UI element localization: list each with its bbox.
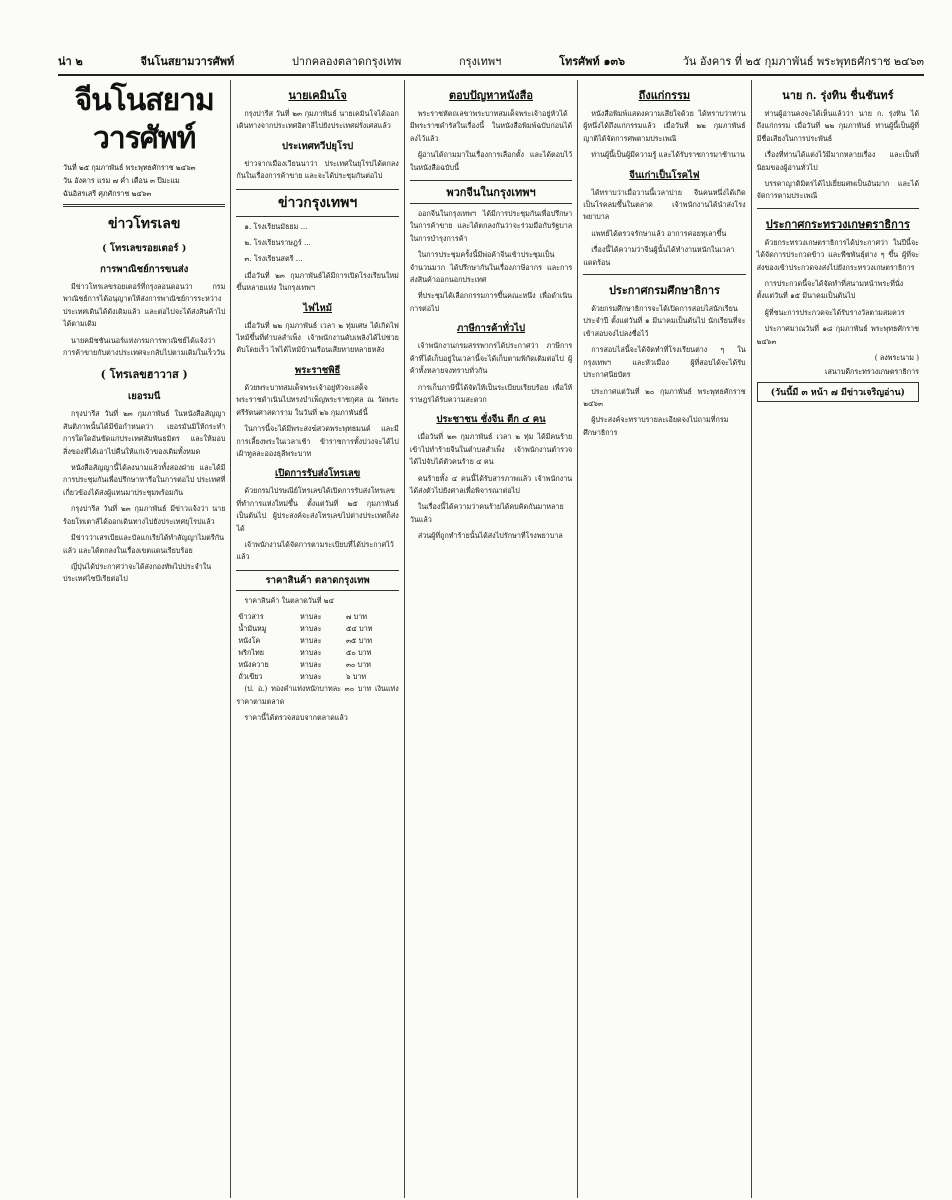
table-row — [236, 611, 398, 623]
article-heading-prices: ราคาสินค้า ตลาดกรุงเทพ — [236, 570, 398, 591]
price-item: พริกไทย — [238, 648, 264, 658]
price-item: หนังโค — [238, 636, 261, 646]
column-5 — [751, 80, 924, 1198]
article-heading: พวกจีนในกรุงเทพฯ — [410, 180, 572, 204]
article-paragraph: การประกวดนี้จะได้จัดทำที่สนามหน้าพระที่นั่ง ตั้งแต่วันที่ ๑๕ มีนาคมเป็นต้นไป — [756, 279, 904, 301]
article-paragraph: กรุงปารีส วันที่ ๒๓ กุมภาพันธ์ นายเคมินโจได้ออกเดินทางจากประเทศอิตาลีไปยังประเทศฝรั่งเศสแล้ว — [236, 109, 399, 131]
price-value: ๓๕ บาท — [345, 636, 372, 646]
article-paragraph: ด้วยพระบาทสมเด็จพระเจ้าอยู่หัวจะเสด็จพระราชดำเนินไปทรงบำเพ็ญพระราชกุศล ณ วัดพระศรีรัตนศาสดาราม ในวันที่ ๒๖ กุมภาพันธ์นี้ — [236, 382, 399, 417]
article-paragraph: เจ้าพนักงานกรมสรรพากรได้ประกาศว่า ภาษีการค้าที่ได้เก็บอยู่ในเวลานี้จะได้เก็บตามพิกัดเดิมต่อไป ผู้ค้าทั้งหลายจงทราบทั่วกัน — [409, 341, 573, 376]
divider — [583, 274, 745, 275]
article-paragraph: ส่วนผู้ที่ถูกทำร้ายนั้นได้ส่งไปรักษาที่โรงพยาบาล — [417, 531, 563, 541]
column-4 — [577, 80, 750, 1198]
masthead-line: วัน อังคาร แรม ๗ ค่ำ เดือน ๓ ปีมะแม — [63, 176, 180, 185]
section-heading-telegram-news: ข่าวโทรเลข — [107, 216, 181, 232]
article-paragraph: ในเรื่องนี้ได้ความว่าคนร้ายได้คบคิดกันมาหลายวันแล้ว — [409, 502, 564, 524]
list-item: ๓. โรงเรียนสตรี ... — [244, 254, 303, 264]
article-paragraph: ประกาศแต่วันที่ ๒๐ กุมภาพันธ์ พระพุทธศักราช ๒๔๖๓ — [583, 386, 746, 408]
header-phone: โทรศัพท์ ๑๓๖ — [559, 55, 625, 68]
list-item: ๒. โรงเรียนราษฎร์ ... — [244, 238, 311, 248]
article-paragraph: ที่ประชุมได้เลือกกรรมการขึ้นคณะหนึ่ง เพื่อดำเนินการต่อไป — [409, 291, 573, 313]
list-item: ๑. โรงเรียนมัธยม ... — [244, 221, 308, 231]
article-paragraph: เรื่องนี้ได้ความว่าจีนผู้นั้นได้ทำงานหนักในเวลาแดดร้อน — [583, 245, 735, 267]
price-unit: หาบละ — [299, 660, 322, 670]
sub-heading-commerce: การพาณิชย์การขนส่ง — [100, 264, 189, 275]
article-paragraph: กรุงปารีส วันที่ ๒๓ กุมภาพันธ์ มีข่าวแจ้งว่า นายร้อยโทเตาส์ได้ออกเดินทางไปยังประเทศยุโรปแล้ว — [63, 504, 226, 526]
page-number: น่า ๒ — [58, 55, 83, 68]
article-paragraph: (ป. อ.) ทองคำแท่งหนักบาทละ ๓๐ บาท เงินแท่งราคาตามตลาด — [236, 684, 399, 706]
article-paragraph: พระราชหัตถเลขาพระบาทสมเด็จพระเจ้าอยู่หัวได้มีพระราชดำรัสในเรื่องนี้ ในหนังสือพิมพ์ฉบับก่อนได้ลงไว้แล้ว — [409, 109, 573, 143]
signature-title: เสนาบดีกระทรวงเกษตราธิการ — [825, 367, 920, 377]
article-paragraph: หนังสือสัญญานี้ได้ลงนามแล้วทั้งสองฝ่าย และได้มีการประชุมกันเพื่อปรึกษาหารือในการต่อไป ประเทศที่เกี่ยวข้องได้ส่งผู้แทนมาประชุมพร้อมกัน — [63, 463, 226, 497]
article-paragraph: ด้วยกระทรวงเกษตราธิการได้ประกาศว่า ในปีนี้จะได้จัดการประกวดข้าว และพืชพันธุ์ต่าง ๆ ขึ้น ผู้ที่จะส่งของเข้าประกวดจงส่งไปยังกระทรวงเกษตราธิการ — [756, 237, 920, 272]
sub-heading-germany: เยอรมนี — [128, 391, 161, 403]
price-unit: หาบละ — [299, 636, 322, 646]
table-row — [236, 671, 398, 683]
article-paragraph: การสอบไล่นี้จะได้จัดทำที่โรงเรียนต่าง ๆ ในกรุงเทพฯ และหัวเมือง ผู้ที่สอบได้จะได้รับประกาศนียบัตร — [583, 345, 746, 380]
page-header — [58, 52, 924, 76]
article-paragraph: มีข่าวว่าเสรเบียและบัลแกเรียได้ทำสัญญาไมตรีกันแล้ว และได้ตกลงในเรื่องเขตแดนเรียบร้อย — [63, 533, 224, 555]
article-paragraph: คนร้ายทั้ง ๔ คนนี้ได้รับสารภาพแล้ว เจ้าพนักงานได้ส่งตัวไปยังศาลเพื่อพิจารณาต่อไป — [409, 473, 573, 495]
price-value: ๗ บาท — [345, 612, 367, 622]
price-item: ถั่วเขียว — [238, 672, 263, 682]
price-title: ราคาสินค้า ในตลาดวันที่ ๒๔ — [244, 595, 334, 605]
article-heading: ภาษีการค้าทั่วไป — [456, 323, 526, 335]
signature: ( ลงพระนาม ) — [874, 353, 920, 363]
article-heading: พระราชพิธี — [294, 364, 341, 376]
article-paragraph: นายคมิชชันเนอร์แห่งกรมการพาณิชย์ได้แจ้งว่า การค้าขายกับต่างประเทศจะกลับไปตามเดิมในเร็ววัน — [63, 335, 226, 358]
article-heading: ประกาศกรมศึกษาธิการ — [608, 284, 720, 298]
article-heading: ถึงแก่กรรม — [638, 89, 691, 102]
price-unit: หาบละ — [299, 612, 322, 622]
masthead-line: วันที่ ๒๕ กุมภาพันธ์ พระพุทธศักราช ๒๔๖๓ — [63, 163, 196, 172]
column-1 — [58, 80, 230, 1198]
article-paragraph: เจ้าพนักงานได้จัดการตามระเบียบที่ได้ประกาศไว้แล้ว — [236, 539, 394, 562]
article-heading: จีนเก่าเป็นโรคไฟ — [629, 169, 700, 181]
article-paragraph: ราคานี้ได้ตรวจสอบจากตลาดแล้ว — [244, 712, 348, 722]
table-row — [236, 623, 398, 635]
article-paragraph: ได้ทราบว่าเมื่อวานนี้เวลาบ่าย จีนคนหนึ่งได้เกิดเป็นโรคลมขึ้นในตลาด เจ้าพนักงานได้นำส่งโรงพยาบาล — [583, 187, 746, 222]
header-date: วัน อังคาร ที่ ๒๕ กุมภาพันธ์ พระพุทธศักราช ๒๔๖๓ — [682, 55, 924, 68]
article-paragraph: หนังสือพิมพ์แสดงความเสียใจด้วย ได้ทราบว่าท่านผู้หนึ่งได้ถึงแก่กรรมแล้ว เมื่อวันที่ ๒๒ กุมภาพันธ์ ญาติได้จัดการศพตามประเพณี — [583, 109, 746, 143]
price-unit: หาบละ — [299, 648, 322, 658]
table-row — [236, 659, 398, 671]
price-value: ๖ บาท — [345, 672, 367, 682]
price-item: หนังควาย — [238, 660, 269, 670]
article-paragraph: ท่านผู้นี้เป็นผู้มีความรู้ และได้รับราชการมาช้านาน — [591, 150, 745, 160]
sub-heading-havas: ( โทรเลขฮาวาส ) — [100, 368, 188, 382]
price-value: ๕๐ บาท — [345, 648, 372, 658]
article-paragraph: ผู้ประสงค์จะทราบรายละเอียดจงไปถามที่กรมศึกษาธิการ — [583, 415, 729, 437]
article-paragraph: แพทย์ได้ตรวจรักษาแล้ว อาการค่อยทุเลาขึ้น — [591, 228, 727, 238]
price-unit: หาบละ — [299, 624, 322, 634]
column-3 — [404, 80, 577, 1198]
masthead-title: จีนโนสยามวารศัพท์ — [74, 83, 214, 156]
article-heading: เปิดการรับส่งโทรเลข — [274, 468, 361, 480]
article-heading: ไฟไหม้ — [303, 302, 333, 314]
article-paragraph: ด้วยกรมไปรษณีย์โทรเลขได้เปิดการรับส่งโทรเลขที่ทำการแห่งใหม่ขึ้น ตั้งแต่วันที่ ๒๕ กุมภาพันธ์เป็นต้นไป ผู้ประสงค์จะส่งโทรเลขไปต่างประเทศก็ส่งได้ — [236, 486, 399, 533]
header-city: กรุงเทพฯ — [458, 55, 502, 68]
article-heading: ประชาชน ชั่งจีน ตีก ๔ คน — [436, 414, 546, 426]
column-2 — [230, 80, 403, 1198]
price-item: ข้าวสาร — [238, 612, 264, 622]
price-unit: หาบละ — [299, 672, 322, 682]
divider — [757, 208, 919, 209]
article-heading: นายเคมินโจ — [288, 89, 347, 102]
article-paragraph: ผู้ที่ชนะการประกวดจะได้รับรางวัลตามสมควร — [764, 307, 905, 317]
article-paragraph: ข่าวจากเมืองเวียนนาว่า ประเทศในยุโรปได้ตกลงกันในเรื่องการค้าขาย และจะได้ประชุมกันต่อไป — [236, 158, 399, 181]
article-paragraph: ในการประชุมครั้งนี้มีพ่อค้าจีนเข้าประชุมเป็นจำนวนมาก ได้ปรึกษากันในเรื่องภาษีอากร และการส่งสินค้าออกนอกประเทศ — [409, 250, 573, 285]
article-paragraph: การเก็บภาษีนี้ได้จัดให้เป็นระเบียบเรียบร้อย เพื่อให้ราษฎรได้รับความสะดวก — [409, 382, 573, 404]
sub-heading-reuters: ( โทรเลขรอยเตอร์ ) — [102, 243, 187, 254]
article-paragraph: ประกาศมาณวันที่ ๑๘ กุมภาพันธ์ พระพุทธศักราช ๒๔๖๓ — [756, 324, 920, 346]
article-paragraph: เมื่อวันที่ ๒๓ กุมภาพันธ์ได้มีการเปิดโรงเรียนใหม่ขึ้นหลายแห่ง ในกรุงเทพฯ — [236, 270, 399, 293]
article-paragraph: ด้วยกรมศึกษาธิการจะได้เปิดการสอบไล่นักเรียนประจำปี ตั้งแต่วันที่ ๑ มีนาคมเป็นต้นไป นักเรียนที่จะเข้าสอบจงไปลงชื่อไว้ — [583, 304, 746, 338]
divider — [63, 204, 225, 207]
header-address: ปากคลองตลาดกรุงเทพ — [291, 55, 402, 68]
price-item: น้ำมันหมู — [238, 624, 267, 634]
article-heading: ประเทศทวีปยุโรป — [282, 140, 354, 152]
article-paragraph: ผู้อ่านได้ถามมาในเรื่องการเลือกตั้ง และได้ตอบไว้ในหนังสือฉบับนี้ — [409, 150, 573, 172]
article-paragraph: มีข่าวโทรเลขรอยเตอร์ที่กรุงลอนดอนว่า กรมพาณิชย์การได้อนุญาตให้ส่งการพาณิชย์การระหว่างประเทศเดินได้ดังเดิมแล้ว และต่อไปจะได้ส่งสินค้าไปได้ตามเดิม — [63, 282, 226, 329]
article-paragraph: ญี่ปุ่นได้ประกาศว่าจะได้ส่งกองทัพไปประจำในประเทศไซบีเรียต่อไป — [63, 561, 212, 584]
price-value: ๓๐ บาท — [345, 660, 371, 670]
masthead-line: ฉันอิสรเสรี ศุภศักราช ๒๔๖๓ — [63, 189, 152, 198]
article-heading: นาย ก. รุ่งทิน ชื่นชันทร์ — [782, 89, 894, 102]
price-table — [236, 611, 398, 683]
table-row — [236, 635, 398, 647]
columns — [58, 80, 924, 1198]
footer-note: (วันนี้มี ๓ หน้า ๗ มีข่าวเจริญอ่าน) — [757, 382, 919, 402]
article-heading: ตอบปัญหาหนังสือ — [449, 89, 533, 102]
table-row — [236, 647, 398, 659]
article-heading: ประกาศกระทรวงเกษตราธิการ — [765, 217, 910, 231]
article-paragraph: ในการนี้จะได้มีพระสงฆ์สวดพระพุทธมนต์ และมีการเลี้ยงพระในเวลาเช้า ข้าราชการทั้งปวงจะได้ไปเฝ้าทูลละอองธุลีพระบาท — [236, 424, 399, 458]
article-paragraph: ออกจีนในกรุงเทพฯ ได้มีการประชุมกันเพื่อปรึกษาในการค้าขาย และได้ตกลงกันว่าจะร่วมมือกับรัฐบาลในการบำรุงการค้า — [409, 209, 573, 243]
section-heading-bangkok-news: ข่าวกรุงเทพฯ — [236, 189, 398, 217]
article-paragraph: กรุงปารีส วันที่ ๒๓ กุมภาพันธ์ ในหนังสือสัญญาสันติภาพนั้นได้มีข้อกำหนดว่า เยอรมันมิให้กระทำการใดใดอันขัดแก่ประเทศสัมพันธมิตร และให้มอบสิ่งของที่ได้เอาไปคืนให้แก่เจ้าของเดิมทั้งหมด — [63, 409, 226, 456]
article-paragraph: บรรดาญาติมิตรได้ไปเยี่ยมศพเป็นอันมาก และได้จัดการตามประเพณี — [756, 179, 920, 201]
article-paragraph: เรื่องที่ท่านได้แต่งไว้มีมากหลายเรื่อง และเป็นที่นิยมของผู้อ่านทั่วไป — [756, 150, 920, 172]
article-paragraph: เมื่อวันที่ ๒๓ กุมภาพันธ์ เวลา ๒ ทุ่ม ได้มีคนร้ายเข้าไปทำร้ายจีนในตำบลสำเพ็ง เจ้าพนักงานตำรวจได้ไปจับได้ตัวคนร้าย ๔ คน — [409, 432, 573, 467]
article-paragraph: ท่านผู้อ่านคงจะได้เห็นแล้วว่า นาย ก. รุ่งทิน ได้ถึงแก่กรรม เมื่อวันที่ ๒๒ กุมภาพันธ์ ท่านผู้นี้เป็นผู้ที่มีชื่อเสียงในการประพันธ์ — [756, 109, 920, 143]
article-paragraph: เมื่อวันที่ ๒๒ กุมภาพันธ์ เวลา ๒ ทุ่มเศษ ได้เกิดไฟไหม้ขึ้นที่ตำบลสำเพ็ง เจ้าพนักงานดับเพลิงได้ไปช่วยดับโดยเร็ว ไฟได้ไหม้บ้านเรือนเสียหายหลายหลัง — [236, 320, 399, 355]
price-value: ๕๔ บาท — [345, 624, 373, 634]
paper-name: จีนโนสยามวารศัพท์ — [140, 55, 235, 68]
